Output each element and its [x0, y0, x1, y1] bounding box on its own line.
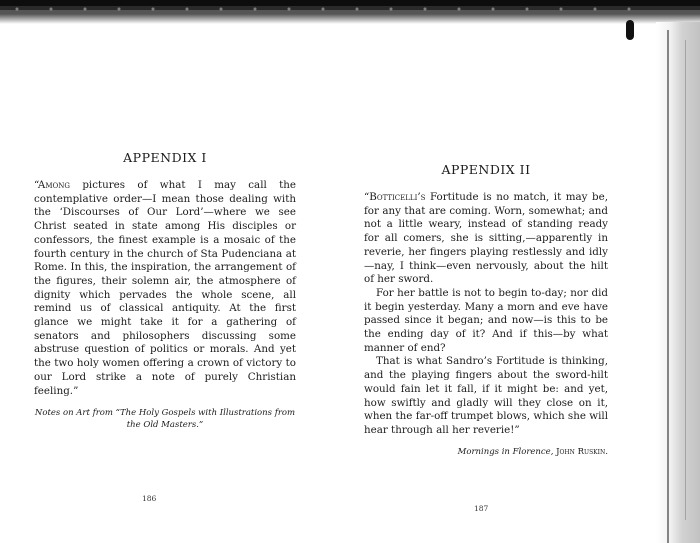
appendix-ii-attribution — [364, 447, 608, 459]
appendix-ii-attribution-work: Mornings in Florence, — [457, 446, 554, 457]
binding-fold-mark — [626, 20, 634, 40]
appendix-i-attribution: Notes on Art from “The Holy Gospels with Illustrations from the Old Masters.” — [34, 408, 296, 430]
left-page — [34, 150, 296, 431]
appendix-ii-text — [364, 191, 608, 438]
appendix-i-text — [34, 179, 296, 398]
appendix-i-title: APPENDIX I — [123, 150, 207, 165]
appendix-ii-lead: “Botticelli’s — [364, 191, 426, 203]
appendix-ii-paragraph-1 — [364, 191, 608, 287]
appendix-i-body: pictures of what I may call the contemplative order—I mean those dealing with the ‘Discourses of Our Lord’—where we see Christ seated in state among His disciples or confessors, the finest example is a mosaic of the fourth century in the church of Sta Pudenciana at Rome. In this, the inspiration, the arrangement of the figures, their solemn air, the atmosphere of dignity which pervades the whole scene, all remind us of classical antiquity. At the first glance we might take it for a gathering of senators and philosophers discussing some abstruse question of politics or morals. And yet the two holy women offering a crown of victory to our Lord strike a note of purely Christian feeling.” — [34, 179, 296, 397]
page-edge-shadow — [656, 22, 700, 543]
right-page-number: 187 — [474, 504, 489, 513]
appendix-i-paragraph — [34, 179, 296, 398]
page-edge-line — [667, 30, 669, 543]
appendix-i-lead: “Among — [34, 179, 70, 191]
appendix-ii-paragraph-2: For her battle is not to begin to-day; nor did it begin yesterday. Many a morn and eve have passed since it began; and now—is this to be the ending day of it? And if this—by what manner of end? — [364, 286, 608, 354]
page-edge-line-secondary — [685, 40, 686, 520]
appendix-ii-title: APPENDIX II — [441, 162, 531, 177]
binding-stitching — [0, 4, 640, 14]
left-page-number: 186 — [142, 494, 157, 503]
right-page — [364, 162, 608, 458]
appendix-ii-paragraph-3: That is what Sandro’s Fortitude is thinking, and the playing fingers about the sword-hilt would fain let it fall, if it might be: and yet, how swiftly and gladly will they close on it, when the far-off trumpet blows, which she will hear through all her reverie!” — [364, 355, 608, 436]
appendix-ii-body-1: Fortitude is no match, it may be, for any that are coming. Worn, somewhat; and not a little weary, instead of standing ready for all comers, she is sitting,—apparently in reverie, her fingers playing restlessly and idly—nay, I think—even nervously, about the hilt of her sword. — [364, 191, 608, 286]
appendix-ii-attribution-author: John Ruskin. — [556, 446, 608, 457]
